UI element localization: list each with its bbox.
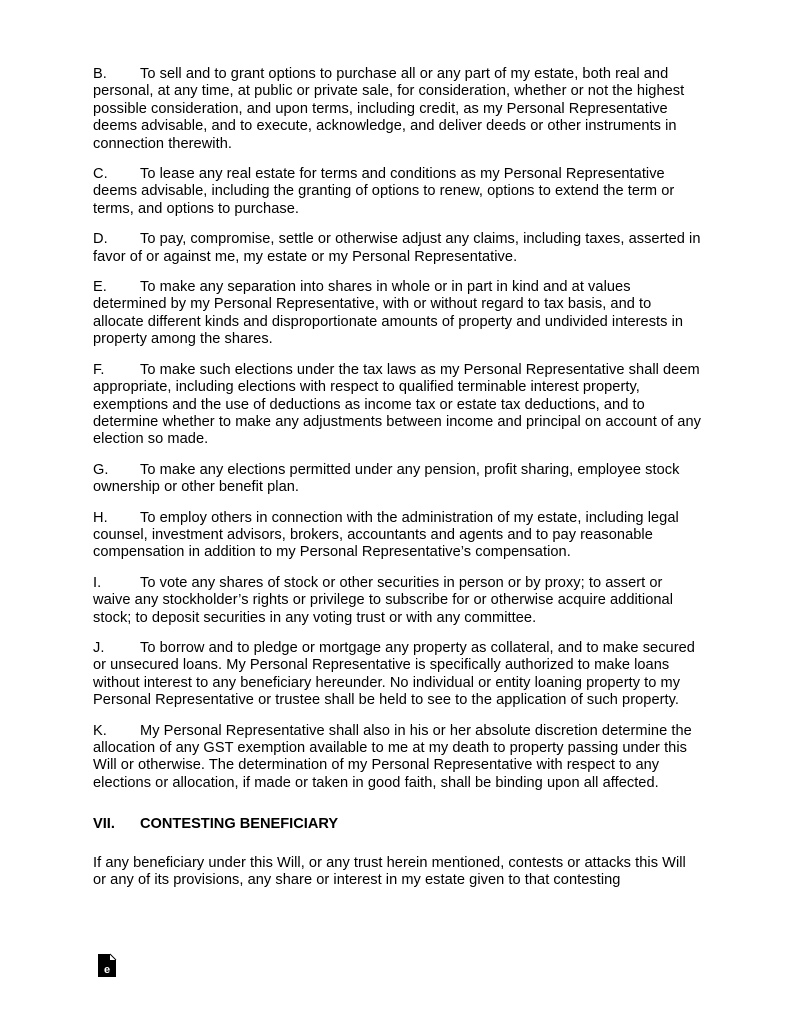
clause-text: To lease any real estate for terms and conditions as my Personal Representative deems advisable, including the granting of options to renew, options to extend the term or terms, and options to purchase. (93, 166, 675, 217)
clause-d (93, 231, 703, 266)
closing-paragraph: If any beneficiary under this Will, or any trust herein mentioned, contests or attacks this Will or any of its provisions, any share or interest in my estate given to that contesting (93, 854, 686, 889)
clause-g (93, 462, 703, 497)
clause-f (93, 362, 703, 449)
clause-j (93, 640, 703, 710)
clause-b (93, 66, 703, 153)
svg-text:e: e (103, 964, 111, 976)
clause-letter: I. (93, 574, 102, 591)
clause-text: To make any elections permitted under any pension, profit sharing, employee stock ownership or other benefit plan. (93, 461, 680, 496)
section-heading (93, 816, 703, 833)
clause-text: To make such elections under the tax laws as my Personal Representative shall deem appropriate, including elections with respect to qualified terminable interest property, exemptions and the use of deductions as income tax or estate tax deductions, and to determine whether to make any adjustments between income and principal on account of any election so made. (93, 361, 701, 448)
clause-text: To make any separation into shares in whole or in part in kind and at values determined by my Personal Representative, with or without regard to tax basis, and to allocate different kinds and disproportionate amounts of property and undivided interests in property among the shares. (93, 279, 684, 348)
clause-letter: E. (93, 279, 107, 296)
clause-letter: C. (93, 166, 108, 183)
document-page (93, 66, 703, 902)
clause-letter: H. (93, 509, 108, 526)
clause-text: To vote any shares of stock or other securities in person or by proxy; to assert or waive any stockholder’s rights or privilege to subscribe for or otherwise acquire additional stock; to deposit securities in any voting trust or with any committee. (93, 574, 673, 626)
clause-letter: J. (93, 639, 105, 656)
clause-text: To sell and to grant options to purchase all or any part of my estate, both real and personal, at any time, at public or private sale, for consideration, whether or not the highest possible consideration, and upon terms, including credit, as my Personal Representative deems advisable, and to execute, acknowledge, and deliver deeds or other instruments in connection therewith. (93, 66, 685, 152)
clause-letter: F. (93, 361, 105, 378)
clause-k (93, 723, 703, 793)
section-title: CONTESTING BENEFICIARY (140, 816, 339, 833)
clause-text: To borrow and to pledge or mortgage any property as collateral, and to make secured or unsecured loans. My Personal Representative is specifically authorized to make loans without interest to any beneficiary hereunder. No individual or entity loaning property to my Personal Representative or trustee shall be held to see to the application of such property. (93, 639, 695, 709)
clause-text: To employ others in connection with the administration of my estate, including legal counsel, investment advisors, brokers, accountants and agents and to pay reasonable compensation in addition to my Personal Representative’s compensation. (93, 509, 679, 561)
clause-text: To pay, compromise, settle or otherwise adjust any claims, including taxes, asserted in favor of or against me, my estate or my Personal Representative. (93, 231, 701, 265)
clause-e (93, 279, 703, 349)
clause-h (93, 510, 703, 562)
clause-letter: D. (93, 231, 108, 248)
clause-letter: B. (93, 66, 107, 82)
clause-text: My Personal Representative shall also in his or her absolute discretion determine the allocation of any GST exemption available to me at my death to property passing under this Will or otherwise. The determination of my Personal Representative with respect to any elections or allocation, if made or taken in good faith, shall be binding upon all affected. (93, 722, 692, 791)
clause-letter: G. (93, 461, 109, 478)
document-e-icon (97, 953, 117, 978)
clause-letter: K. (93, 722, 107, 739)
section-number: VII. (93, 816, 115, 833)
clause-i (93, 575, 703, 627)
clause-c (93, 166, 703, 218)
